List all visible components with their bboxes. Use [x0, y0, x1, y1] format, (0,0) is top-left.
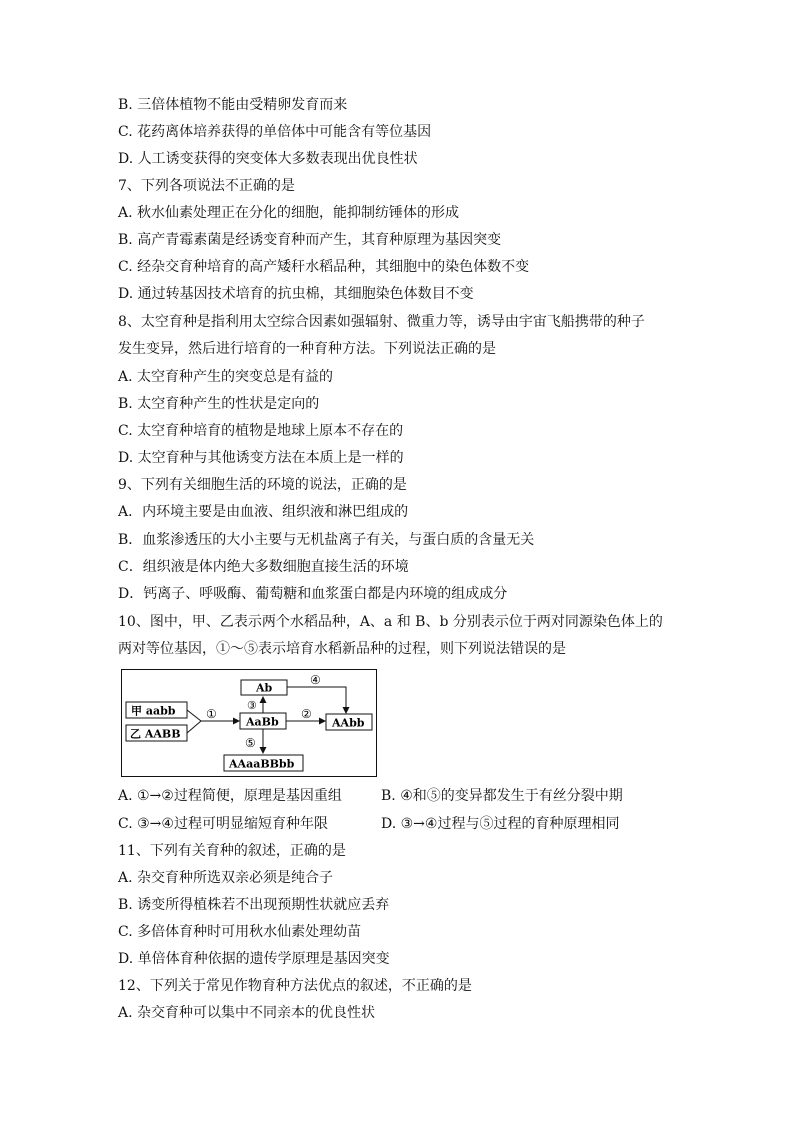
q10-option-a: A. ①→②过程简便，原理是基因重组 [118, 788, 342, 804]
q8-stem-line1: 8、太空育种是指利用太空综合因素如强辐射、微重力等，诱导由宇宙飞船携带的种子 [118, 314, 645, 330]
label-step5: ⑤ [245, 736, 256, 750]
label-step4: ④ [310, 673, 321, 687]
q8-stem-line2: 发生变异，然后进行培育的一种育种方法。下列说法正确的是 [118, 341, 496, 357]
q11-option-b: B. 诱变所得植株若不出现预期性状就应丢弃 [118, 897, 390, 913]
label-step3: ③ [247, 699, 257, 712]
q10-option-b: B. ④和⑤的变异都发生于有丝分裂中期 [381, 788, 623, 804]
label-AAbb: AAbb [332, 716, 365, 730]
q7-option-d: D. 通过转基因技术培育的抗虫棉，其细胞染色体数目不变 [118, 286, 474, 302]
q8-option-b: B. 太空育种产生的性状是定向的 [118, 396, 320, 412]
q12-stem: 12、下列关于常见作物育种方法优点的叙述，不正确的是 [118, 978, 472, 994]
q11-option-c: C. 多倍体育种时可用秋水仙素处理幼苗 [118, 924, 362, 940]
q6-option-d: D. 人工诱变获得的突变体大多数表现出优良性状 [118, 151, 418, 167]
label-jia: 甲 aabb [131, 704, 176, 718]
q8-option-d: D. 太空育种与其他诱变方法在本质上是一样的 [118, 450, 404, 466]
label-yi: 乙 AABB [130, 727, 181, 741]
q12-option-a: A. 杂交育种可以集中不同亲本的优良性状 [118, 1005, 376, 1021]
q9-stem: 9、下列有关细胞生活的环境的说法，正确的是 [118, 477, 407, 493]
q7-stem: 7、下列各项说法不正确的是 [118, 178, 295, 194]
q7-option-a: A. 秋水仙素处理正在分化的细胞，能抑制纺锤体的形成 [118, 205, 460, 221]
q10-stem-line2: 两对等位基因，①～⑤表示培育水稻新品种的过程，则下列说法错误的是 [118, 641, 566, 657]
label-AaBb: AaBb [246, 715, 279, 729]
q8-option-a: A. 太空育种产生的突变总是有益的 [118, 369, 334, 385]
arrow-step4 [287, 687, 346, 713]
q6-option-c: C. 花药离体培养获得的单倍体中可能含有等位基因 [118, 124, 432, 140]
q9-option-a: A．内环境主要是由血液、组织液和淋巴组成的 [118, 504, 409, 520]
breeding-diagram [121, 669, 377, 777]
q8-option-c: C. 太空育种培育的植物是地球上原本不存在的 [118, 423, 404, 439]
q11-stem: 11、下列有关育种的叙述，正确的是 [118, 843, 346, 859]
merge-line-yi [187, 721, 201, 733]
label-Ab: Ab [256, 681, 273, 695]
q6-option-b: B. 三倍体植物不能由受精卵发育而来 [118, 97, 348, 113]
q9-option-b: B．血浆渗透压的大小主要与无机盐离子有关，与蛋白质的含量无关 [118, 532, 535, 548]
label-step1: ① [206, 707, 217, 721]
q7-option-c: C. 经杂交育种培育的高产矮秆水稻品种，其细胞中的染色体数不变 [118, 259, 530, 275]
merge-line-jia [187, 710, 201, 721]
q10-stem-line1: 10、图中，甲、乙表示两个水稻品种，A、a 和 B、b 分别表示位于两对同源染色体上的 [118, 614, 663, 630]
q10-option-d: D. ③→④过程与⑤过程的育种原理相同 [381, 816, 620, 832]
label-AAaaBBbb: AAaaBBbb [229, 757, 295, 771]
q9-option-d: D．钙离子、呼吸酶、葡萄糖和血浆蛋白都是内环境的组成成分 [118, 586, 508, 602]
q7-option-b: B. 高产青霉素菌是经诱变育种而产生，其育种原理为基因突变 [118, 232, 502, 248]
label-step2: ② [301, 707, 312, 721]
q11-option-d: D. 单倍体育种依据的遗传学原理是基因突变 [118, 951, 390, 967]
q10-option-c: C. ③→④过程可明显缩短育种年限 [118, 816, 328, 832]
q11-option-a: A. 杂交育种所选双亲必须是纯合子 [118, 870, 334, 886]
q9-option-c: C．组织液是体内绝大多数细胞直接生活的环境 [118, 559, 409, 575]
